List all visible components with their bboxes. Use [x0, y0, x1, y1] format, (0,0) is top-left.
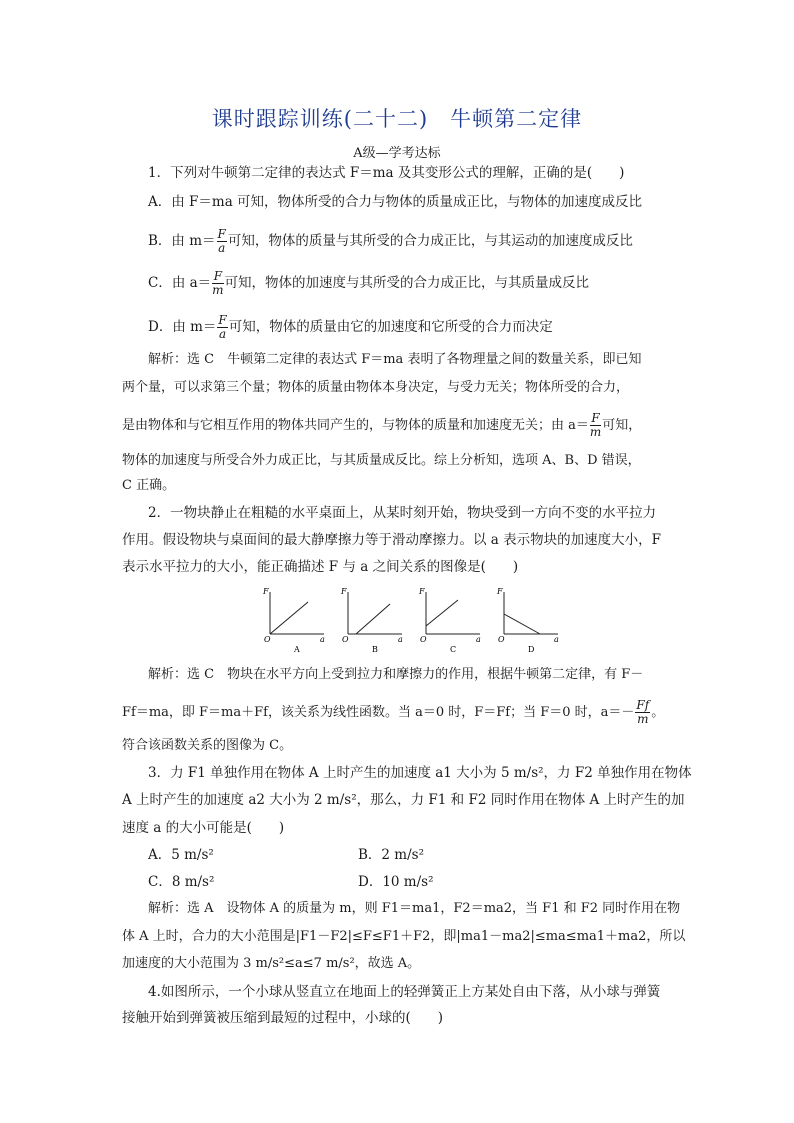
q2-graph-options: [258, 586, 568, 656]
graph-b: [340, 587, 403, 654]
q2-stem-line-1: 2．一物块静止在粗糙的水平桌面上，从某时刻开始，物块受到一方向不变的水平拉力: [148, 505, 657, 521]
origin-label: O: [498, 635, 505, 644]
graph-label: B: [372, 645, 378, 654]
graph-label: C: [450, 645, 457, 654]
q3-option-a: A．5 m/s²: [148, 847, 214, 863]
q3-stem-line-1: 3．力 F1 单独作用在物体 A 上时产生的加速度 a1 大小为 5 m/s²，力 F2 单独作用在物体: [148, 765, 692, 781]
q1-solution-line-5: C 正确。: [122, 478, 176, 493]
fraction-numerator: F: [213, 269, 223, 283]
q3-stem-line-2: A 上时产生的加速度 a2 大小为 2 m/s²，那么，力 F1 和 F2 同时作用在物体 A 上时产生的加: [122, 792, 685, 808]
x-axis-label: a: [476, 635, 481, 644]
fraction-denominator: m: [637, 712, 649, 726]
q1-solution-line-3: [122, 412, 682, 439]
x-axis-label: a: [320, 635, 325, 644]
q1-option-a: A．由 F＝ma 可知，物体所受的合力与物体的质量成正比，与物体的加速度成反比: [148, 194, 643, 210]
origin-label: O: [420, 635, 427, 644]
q2-solution-line-3: 符合该函数关系的图像为 C。: [122, 738, 293, 753]
q1-option-d: [148, 314, 708, 341]
origin-label: O: [264, 635, 271, 644]
q1-option-d-text: 可知，物体的质量由它的加速度和它所受的合力而决定: [228, 319, 553, 335]
q3-option-b: B．2 m/s²: [358, 847, 424, 863]
q1-solution-line-2: 两个量，可以求第三个量；物体的质量由物体本身决定，与受力无关；物体所受的合力，: [122, 380, 630, 395]
q1-option-d-prefix: D．由 m＝: [148, 319, 217, 335]
graph-d: [496, 587, 559, 654]
q1-option-d-fraction: [217, 314, 227, 341]
q1-solution-fraction: [590, 412, 601, 439]
fraction-denominator: a: [218, 241, 226, 255]
x-axis-label: a: [554, 635, 559, 644]
q1-option-b-prefix: B．由 m＝: [148, 233, 216, 249]
q1-option-b-text: 可知，物体的质量与其所受的合力成正比，与其运动的加速度成反比: [227, 233, 633, 249]
q1-solution-text-end: 可知，: [602, 418, 642, 433]
q2-solution-fraction: [635, 699, 650, 726]
y-axis-label: F: [497, 587, 503, 596]
q3-solution-line-3: 加速度的大小范围为 3 m/s²≤a≤7 m/s²，故选 A。: [122, 956, 421, 971]
q2-solution-line-2: [122, 699, 682, 726]
graph-line: [270, 602, 308, 634]
graph-a: [262, 587, 325, 654]
q1-option-c-fraction: [212, 270, 223, 297]
q1-option-b-fraction: [217, 228, 227, 255]
q1-option-b: [148, 228, 708, 255]
y-axis-label: F: [341, 587, 347, 596]
fraction-numerator: Ff: [636, 698, 650, 712]
fraction-denominator: a: [219, 327, 227, 341]
q3-stem-line-3: 速度 a 的大小可能是( ): [122, 820, 285, 836]
q1-solution-line-1: 解析：选 C 牛顿第二定律的表达式 F＝ma 表明了各物理量之间的数量关系，即已知: [148, 352, 642, 367]
fraction-numerator: F: [591, 411, 600, 425]
graph-label: A: [294, 645, 300, 654]
q1-solution-line-4: 物体的加速度与所受合外力成正比，与其质量成反比。综上分析知，选项 A、B、D 错误，: [122, 453, 641, 468]
y-axis-label: F: [419, 587, 425, 596]
fraction-numerator: F: [218, 313, 227, 327]
q3-solution-line-2: 体 A 上时，合力的大小范围是|F1－F2|≤F≤F1＋F2，即|ma1－ma2|≤ma≤ma1＋ma2，所以: [122, 929, 686, 944]
q4-stem-line-1: 4.如图所示，一个小球从竖直立在地面上的轻弹簧正上方某处自由下落，从小球与弹簧: [148, 984, 661, 1000]
graph-line: [356, 604, 390, 634]
q3-solution-line-1: 解析：选 A 设物体 A 的质量为 m，则 F1＝ma1，F2＝ma2，当 F1 和 F2 同时作用在物: [148, 901, 681, 916]
q3-option-c: C．8 m/s²: [148, 874, 215, 890]
q3-option-d: D．10 m/s²: [358, 874, 434, 890]
q1-option-c-text: 可知，物体的加速度与其所受的合力成正比，与其质量成反比: [224, 275, 590, 291]
q1-stem: 1．下列对牛顿第二定律的表达式 F＝ma 及其变形公式的理解，正确的是( ): [148, 165, 625, 181]
level-subtitle: A级—学考达标: [353, 146, 441, 161]
q2-solution-text: Ff＝ma，即 F＝ma＋Ff，该关系为线性函数。当 a＝0 时，F＝Ff；当 F＝0 时，a＝－: [122, 705, 635, 720]
q2-stem-line-2: 作用。假设物块与桌面间的最大静摩擦力等于滑动摩擦力。以 a 表示物块的加速度大小，F: [122, 532, 661, 548]
graph-line: [504, 614, 540, 634]
y-axis-label: F: [263, 587, 269, 596]
q2-solution-line-1: 解析：选 C 物块在水平方向上受到拉力和摩擦力的作用，根据牛顿第二定律，有 F－: [148, 667, 644, 682]
fraction-denominator: m: [212, 283, 224, 297]
q2-solution-text-end: 。: [651, 705, 665, 720]
fraction-denominator: m: [589, 425, 602, 439]
q2-stem-line-3: 表示水平拉力的大小，能正确描述 F 与 a 之间关系的图像是( ): [122, 559, 519, 575]
q1-option-c: [148, 270, 708, 297]
q1-solution-text: 是由物体和与它相互作用的物体共同产生的，与物体的质量和加速度无关；由 a＝: [122, 418, 589, 433]
page-title: 课时跟踪训练(二十二) 牛顿第二定律: [211, 107, 583, 131]
origin-label: O: [342, 635, 349, 644]
fraction-numerator: F: [217, 227, 226, 241]
x-axis-label: a: [398, 635, 403, 644]
graph-c: [418, 587, 481, 654]
graph-line: [426, 600, 458, 626]
q1-option-c-prefix: C．由 a＝: [148, 275, 212, 291]
graph-label: D: [528, 645, 535, 654]
q4-stem-line-2: 接触开始到弹簧被压缩到最短的过程中，小球的( ): [122, 1010, 444, 1026]
